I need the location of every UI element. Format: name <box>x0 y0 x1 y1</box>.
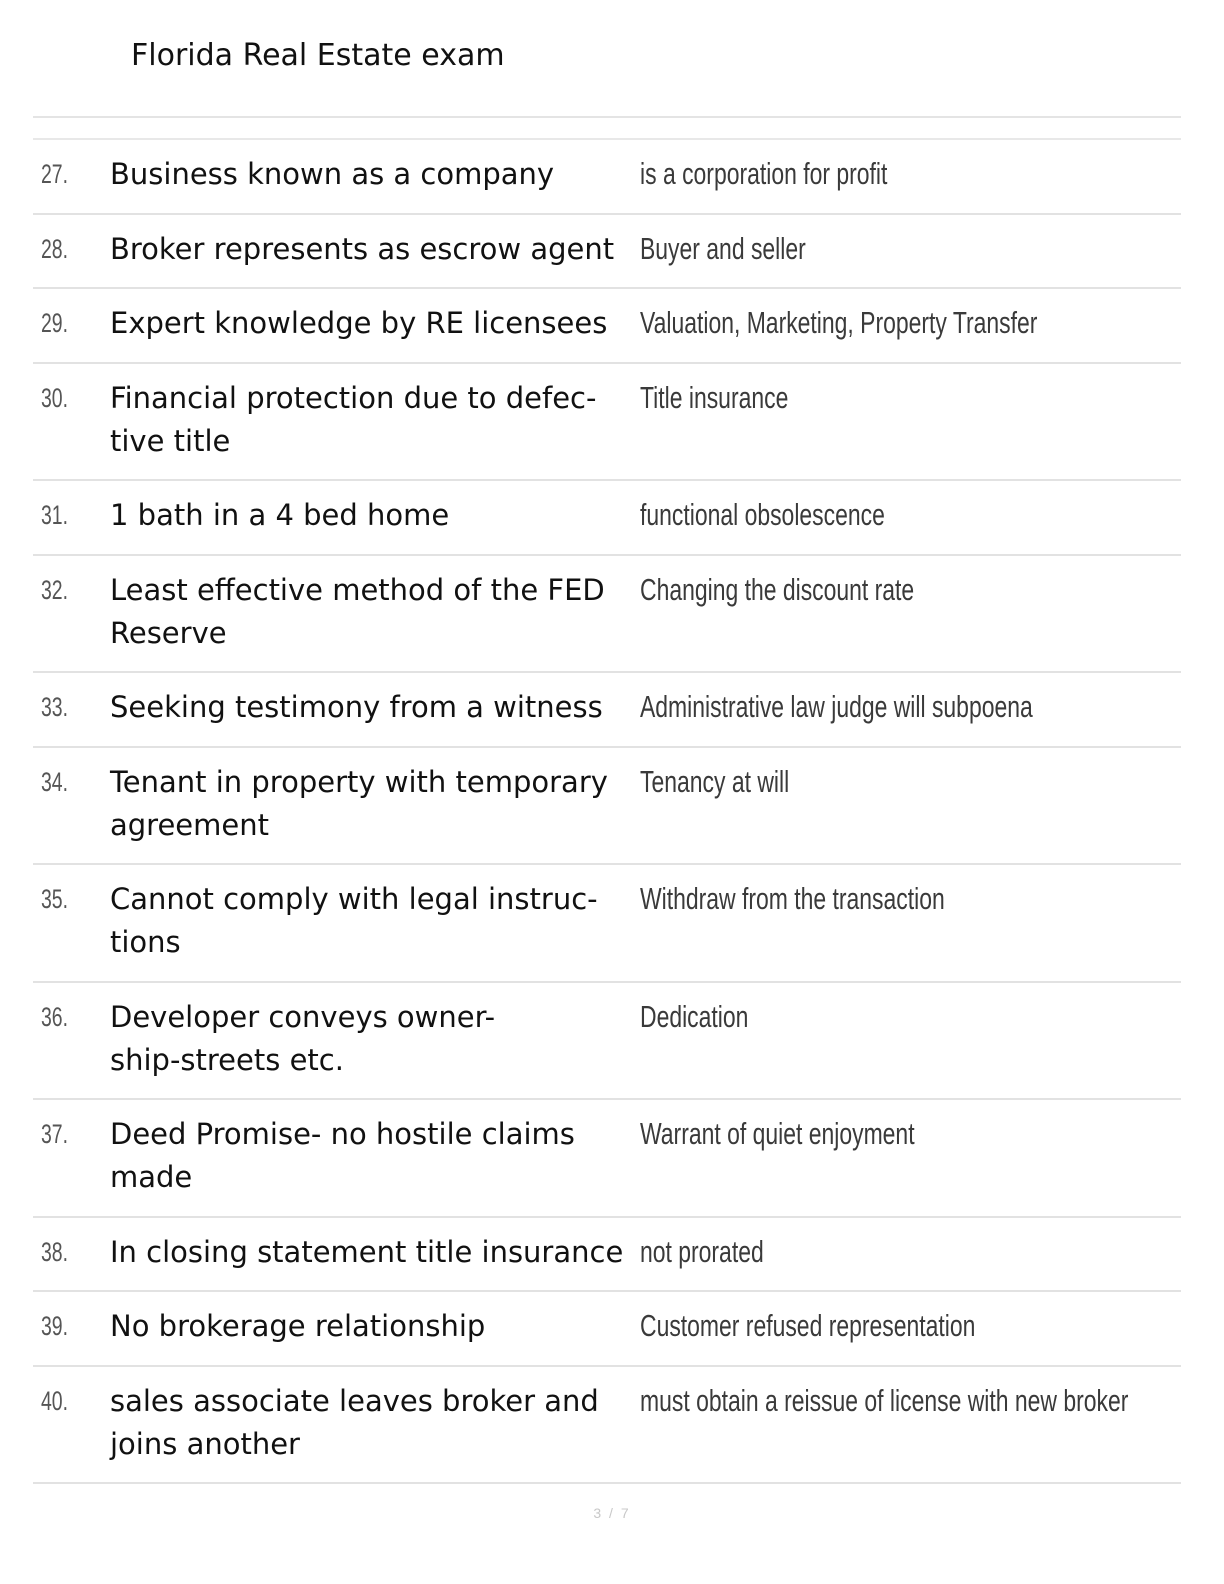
card-term <box>110 302 640 345</box>
card-definition: Valuation, Marketing, Property Transfer <box>640 305 1038 340</box>
card-term-line: Business known as a company <box>110 157 555 191</box>
card-term <box>110 228 640 271</box>
flashcard-row <box>33 1100 1181 1218</box>
flashcard-row <box>33 481 1181 556</box>
card-number: 31. <box>41 500 69 530</box>
flashcard-row <box>33 983 1181 1101</box>
card-term-line: made <box>110 1160 193 1194</box>
card-definition: Tenancy at will <box>640 763 790 799</box>
card-definition: Title insurance <box>640 379 789 415</box>
card-definition: Administrative law judge will subpoena <box>640 689 1033 724</box>
card-term <box>110 761 640 847</box>
card-number: 36. <box>41 1001 69 1032</box>
card-term <box>110 153 640 196</box>
card-term <box>110 686 640 729</box>
card-definition: Buyer and seller <box>640 230 806 266</box>
flashcard-row <box>33 364 1181 482</box>
card-term-line: joins another <box>110 1426 300 1461</box>
card-term-line: Developer conveys owner- <box>110 999 496 1034</box>
flashcard-row <box>33 748 1181 866</box>
flashcard-row <box>33 289 1181 364</box>
card-term-line: In closing statement title insurance <box>110 1234 624 1269</box>
card-term <box>110 569 640 655</box>
card-term-line: tive title <box>110 423 231 458</box>
card-number: 32. <box>41 574 69 605</box>
page-number: 3 / 7 <box>593 1505 631 1521</box>
card-number: 30. <box>41 382 69 413</box>
document-title: Florida Real Estate exam <box>131 38 505 73</box>
card-term-line: No brokerage relationship <box>110 1309 486 1343</box>
card-number: 34. <box>41 766 69 797</box>
card-term <box>110 1231 640 1274</box>
card-definition: functional obsolescence <box>640 497 885 532</box>
card-term-line: sales associate leaves broker and <box>110 1383 599 1418</box>
card-term-line: tions <box>110 925 181 959</box>
flashcard-row <box>33 140 1181 215</box>
card-definition: Withdraw from the transaction <box>640 881 945 916</box>
card-term <box>110 1380 640 1466</box>
card-number: 38. <box>41 1236 69 1267</box>
flashcard-row <box>33 215 1181 290</box>
flashcard-row <box>33 1367 1181 1485</box>
card-definition: Changing the discount rate <box>640 571 915 607</box>
card-number: 35. <box>41 884 69 914</box>
card-term <box>110 1305 640 1348</box>
flashcard-row <box>33 865 1181 983</box>
flashcard-row <box>33 1292 1181 1367</box>
card-term <box>110 1113 640 1199</box>
card-number: 37. <box>41 1119 69 1149</box>
card-definition: Dedication <box>640 998 749 1034</box>
card-definition: must obtain a reissue of license with new broker <box>640 1382 1129 1418</box>
card-term <box>110 377 640 463</box>
card-definition: Warrant of quiet enjoyment <box>640 1116 915 1151</box>
card-number: 33. <box>41 692 69 722</box>
title-divider <box>33 116 1181 118</box>
card-term-line: Financial protection due to defec- <box>110 380 597 415</box>
flashcard-row <box>33 556 1181 674</box>
card-term-line: 1 bath in a 4 bed home <box>110 498 450 532</box>
flashcard-row <box>33 1218 1181 1293</box>
card-definition: is a corporation for profit <box>640 156 888 191</box>
flashcard-list <box>33 138 1181 1484</box>
card-term-line: Least effective method of the FED <box>110 572 605 607</box>
card-term <box>110 878 640 964</box>
card-term-line: Tenant in property with temporary <box>110 764 608 799</box>
card-term-line: Reserve <box>110 615 227 650</box>
card-term <box>110 494 640 537</box>
card-term-line: agreement <box>110 807 269 842</box>
card-number: 27. <box>41 159 69 189</box>
card-term-line: Deed Promise- no hostile claims <box>110 1117 575 1151</box>
card-definition: not prorated <box>640 1233 764 1269</box>
card-term-line: Expert knowledge by RE licensees <box>110 306 608 340</box>
card-term-line: Seeking testimony from a witness <box>110 690 603 724</box>
card-term-line: Broker represents as escrow agent <box>110 231 615 266</box>
card-number: 39. <box>41 1311 69 1341</box>
card-term <box>110 996 640 1082</box>
card-term-line: Cannot comply with legal instruc- <box>110 882 598 916</box>
flashcard-row <box>33 673 1181 748</box>
card-number: 29. <box>41 308 69 338</box>
card-number: 40. <box>41 1385 69 1416</box>
card-number: 28. <box>41 233 69 264</box>
card-definition: Customer refused representation <box>640 1308 976 1343</box>
card-term-line: ship-streets etc. <box>110 1042 344 1077</box>
